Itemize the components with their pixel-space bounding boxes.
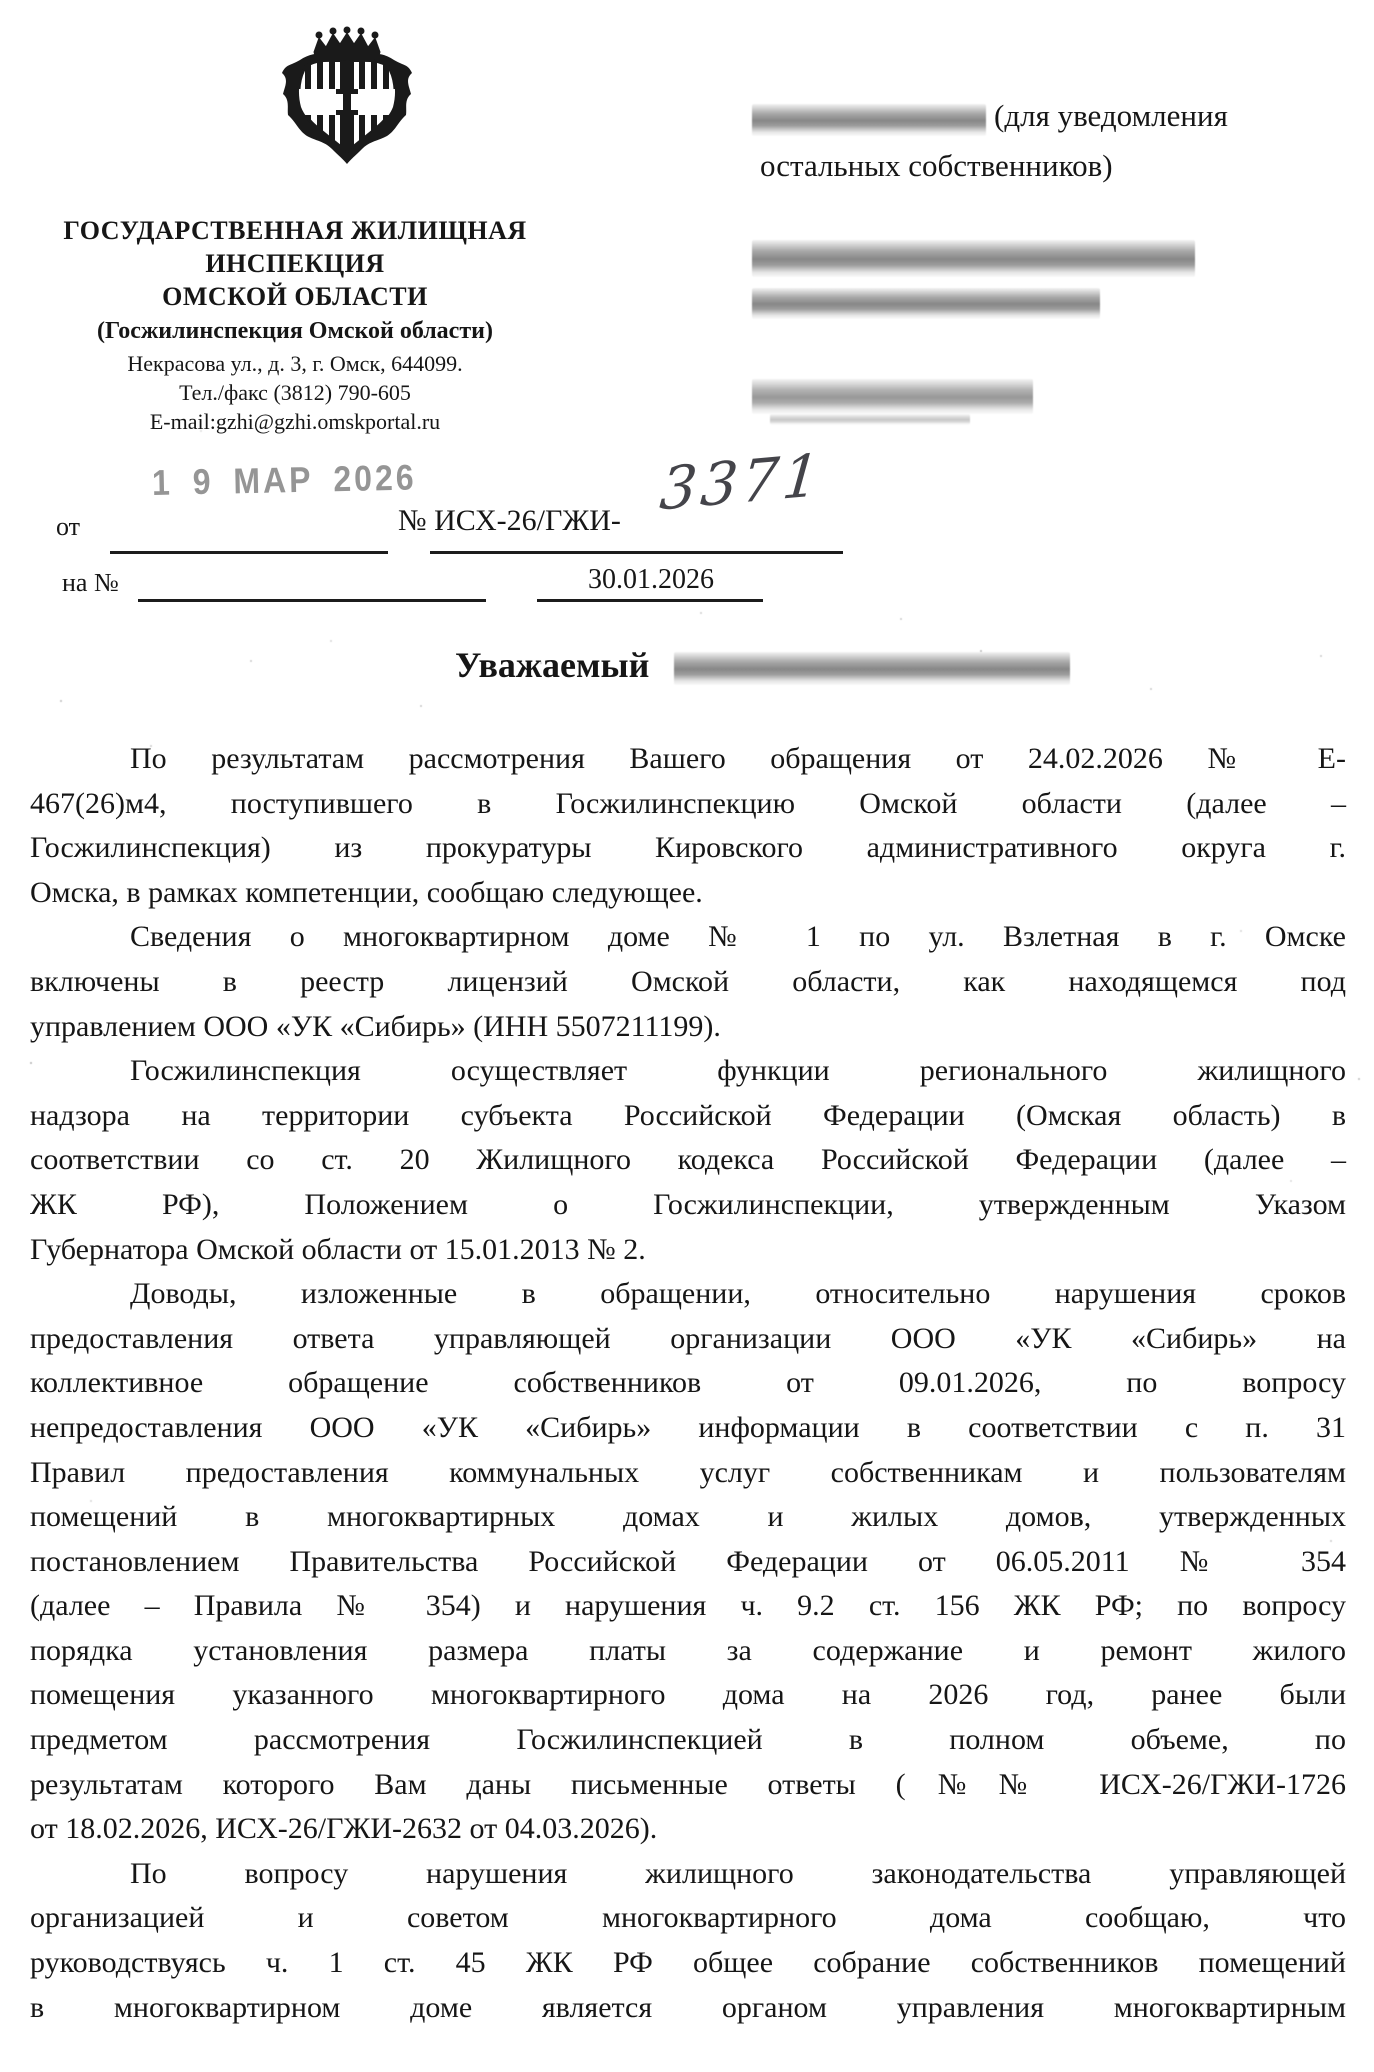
body-line: Омска, в рамках компетенции, сообщаю следующее. bbox=[30, 875, 703, 909]
redacted-addressee-name bbox=[752, 104, 986, 136]
body-line: соответствии со ст. 20 Жилищного кодекса Российской Федерации (далее – bbox=[30, 1143, 1346, 1177]
reply-number-blank-line bbox=[138, 599, 486, 602]
body-line: непредоставления ООО «УК «Сибирь» информации в соответствии с п. 31 bbox=[30, 1410, 1346, 1444]
date-stamp: 1 9 МАР 2026 bbox=[151, 457, 417, 503]
redacted-addressee-line bbox=[752, 240, 1195, 277]
body-line: коллективное обращение собственников от 09.01.2026, по вопросу bbox=[30, 1366, 1346, 1400]
body-line: постановлением Правительства Российской Федерации от 06.05.2011 № 354 bbox=[30, 1544, 1346, 1578]
reply-to-label: на № bbox=[62, 568, 119, 597]
org-name-line2: ИНСПЕКЦИЯ bbox=[205, 249, 385, 278]
org-phone: Тел./факс (3812) 790-605 bbox=[179, 380, 411, 405]
outgoing-number-label: № ИСХ-26/ГЖИ- bbox=[398, 504, 621, 537]
body-line: в многоквартирном доме является органом управления многоквартирным bbox=[30, 1990, 1346, 2024]
body-line: предметом рассмотрения Госжилинспекцией в полном объеме, по bbox=[30, 1723, 1346, 1757]
body-line: организацией и советом многоквартирного дома сообщаю, что bbox=[30, 1901, 1346, 1935]
org-name-line3: ОМСКОЙ ОБЛАСТИ bbox=[162, 282, 428, 311]
scan-noise bbox=[0, 0, 2, 2]
org-short-name: (Госжилинспекция Омской области) bbox=[97, 318, 493, 344]
body-line: Госжилинспекция) из прокуратуры Кировского административного округа г. bbox=[30, 831, 1346, 865]
redacted-addressee-line bbox=[752, 288, 1100, 319]
body-line: По вопросу нарушения жилищного законодательства управляющей bbox=[130, 1856, 1346, 1890]
body-line: предоставления ответа управляющей организации ООО «УК «Сибирь» на bbox=[30, 1321, 1346, 1355]
body-line: от 18.02.2026, ИСХ-26/ГЖИ-2632 от 04.03.2026). bbox=[30, 1812, 658, 1846]
outgoing-number-line bbox=[430, 551, 843, 554]
body-line: Сведения о многоквартирном доме № 1 по ул. Взлетная в г. Омске bbox=[130, 920, 1346, 954]
reply-date: 30.01.2026 bbox=[588, 564, 714, 595]
body-line: надзора на территории субъекта Российской Федерации (Омская область) в bbox=[30, 1098, 1346, 1132]
addressee-note-line2: остальных собственников) bbox=[760, 148, 1113, 183]
body-line: ЖК РФ), Положением о Госжилинспекции, утвержденным Указом bbox=[30, 1187, 1346, 1221]
addressee-note-line1: (для уведомления bbox=[994, 98, 1228, 133]
salutation: Уважаемый bbox=[455, 645, 650, 685]
redacted-addressee-line bbox=[770, 414, 970, 425]
body-line: По результатам рассмотрения Вашего обращения от 24.02.2026 № Е- bbox=[130, 742, 1346, 775]
org-address: Некрасова ул., д. 3, г. Омск, 644099. bbox=[127, 351, 463, 376]
redacted-recipient-name bbox=[674, 652, 1070, 685]
redacted-addressee-line bbox=[752, 379, 1033, 414]
body-line: результатам которого Вам даны письменные ответы (№№ ИСХ-26/ГЖИ-1726 bbox=[30, 1767, 1346, 1801]
omsk-oblast-coat-of-arms-icon bbox=[252, 26, 442, 182]
body-line: управлением ООО «УК «Сибирь» (ИНН 5507211199). bbox=[30, 1009, 721, 1043]
body-line: Доводы, изложенные в обращении, относительно нарушения сроков bbox=[130, 1277, 1346, 1311]
body-line: (далее – Правила № 354) и нарушения ч. 9.2 ст. 156 ЖК РФ; по вопросу bbox=[30, 1589, 1346, 1623]
body-line: 467(26)м4, поступившего в Госжилинспекцию Омской области (далее – bbox=[30, 786, 1346, 820]
body-line: Губернатора Омской области от 15.01.2013 № 2. bbox=[30, 1232, 646, 1266]
letterhead bbox=[28, 214, 562, 436]
reply-date-line bbox=[537, 599, 763, 602]
handwritten-outgoing-number: 3371 bbox=[657, 440, 827, 524]
from-date-blank-line bbox=[110, 551, 388, 554]
body-line: руководствуясь ч. 1 ст. 45 ЖК РФ общее собрание собственников помещений bbox=[30, 1946, 1346, 1980]
body-line: порядка установления размера платы за содержание и ремонт жилого bbox=[30, 1633, 1346, 1667]
org-name-line1: ГОСУДАРСТВЕННАЯ ЖИЛИЩНАЯ bbox=[63, 216, 527, 245]
body-text bbox=[30, 737, 1346, 2030]
body-line: помещения указанного многоквартирного дома на 2026 год, ранее были bbox=[30, 1678, 1346, 1712]
body-line: включены в реестр лицензий Омской области, как находящемся под bbox=[30, 964, 1346, 998]
from-label: от bbox=[56, 512, 81, 541]
org-email: E-mail:gzhi@gzhi.omskportal.ru bbox=[149, 409, 441, 434]
body-line: Госжилинспекция осуществляет функции регионального жилищного bbox=[130, 1054, 1346, 1088]
body-line: Правил предоставления коммунальных услуг собственникам и пользователям bbox=[30, 1455, 1346, 1489]
body-line: помещений в многоквартирных домах и жилых домов, утвержденных bbox=[30, 1500, 1346, 1534]
